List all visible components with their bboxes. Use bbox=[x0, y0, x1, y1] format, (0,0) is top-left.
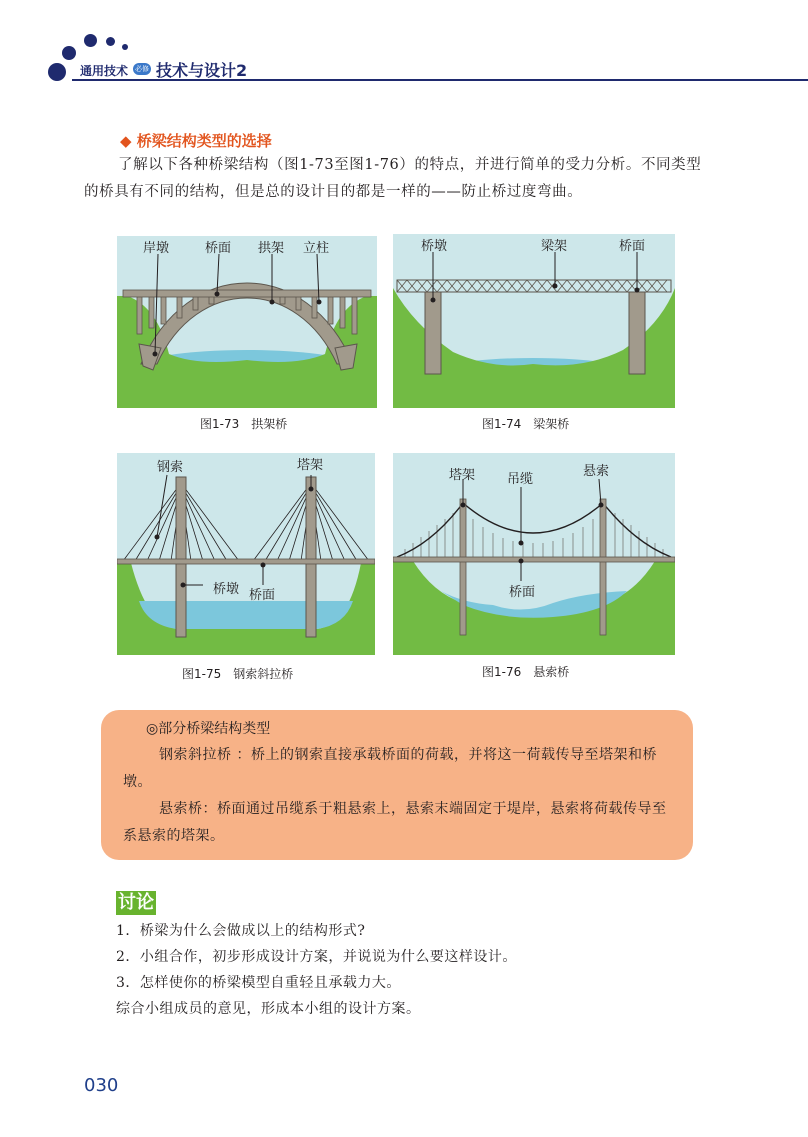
arch-bridge-illustration bbox=[117, 236, 377, 408]
label-cable: 钢索 bbox=[157, 460, 184, 475]
figure-cable-stayed-bridge bbox=[117, 453, 375, 655]
section-title: ◆ 桥梁结构类型的选择 bbox=[120, 132, 272, 150]
intro-paragraph bbox=[84, 152, 714, 206]
header-dot-tiny bbox=[122, 44, 128, 50]
discussion-item: 2．小组合作，初步形成设计方案，并说说为什么要这样设计。 bbox=[116, 949, 517, 965]
info-box-title: ◎部分桥梁结构类型 bbox=[146, 721, 271, 737]
label-deck: 桥面 bbox=[205, 241, 232, 256]
label-abutment: 岸墩 bbox=[143, 241, 170, 256]
label-pier: 桥墩 bbox=[421, 239, 448, 254]
header-dot-medium bbox=[62, 46, 76, 60]
info-suspension bbox=[123, 796, 675, 850]
label-main-cable: 悬索 bbox=[583, 464, 610, 479]
info-cable-stayed bbox=[123, 742, 675, 796]
suspension-bridge-illustration bbox=[393, 453, 675, 655]
caption-fig75: 图1-75 钢索斜拉桥 bbox=[182, 667, 294, 681]
info-box-body bbox=[123, 742, 675, 850]
page-number: 030 bbox=[84, 1075, 119, 1096]
info-suspension-text: 悬索桥：桥面通过吊缆系于粗悬索上，悬索末端固定于堤岸，悬索将荷载传导至系悬索的塔架。 bbox=[123, 801, 667, 844]
label-pier: 桥墩 bbox=[213, 582, 240, 597]
figure-suspension-bridge bbox=[393, 453, 675, 655]
label-deck: 桥面 bbox=[509, 585, 536, 600]
book-title: 技术与设计2 bbox=[156, 61, 248, 80]
discussion-title: 讨论 bbox=[118, 892, 154, 913]
series-name: 通用技术 bbox=[80, 64, 129, 78]
caption-fig74: 图1-74 梁架桥 bbox=[482, 417, 570, 431]
cable-stayed-bridge-illustration bbox=[117, 453, 375, 655]
label-deck: 桥面 bbox=[619, 239, 646, 254]
discussion-conclusion: 综合小组成员的意见，形成本小组的设计方案。 bbox=[116, 1001, 421, 1017]
label-tower: 塔架 bbox=[449, 468, 476, 483]
required-badge: 必修 bbox=[135, 65, 149, 73]
label-column: 立柱 bbox=[303, 241, 330, 256]
label-hanger: 吊缆 bbox=[507, 472, 534, 487]
header-dot-small bbox=[106, 37, 115, 46]
figure-arch-bridge bbox=[117, 236, 377, 408]
discussion-item: 1．桥梁为什么会做成以上的结构形式? bbox=[116, 923, 366, 939]
label-arch: 拱架 bbox=[258, 241, 285, 256]
label-deck: 桥面 bbox=[249, 588, 276, 603]
intro-paragraph-text: 了解以下各种桥梁结构（图1-73至图1-76）的特点，并进行简单的受力分析。不同类型的桥具有不同的结构，但是总的设计目的都是一样的——防止桥过度弯曲。 bbox=[84, 157, 702, 200]
discussion-item: 3．怎样使你的桥梁模型自重轻且承载力大。 bbox=[116, 975, 401, 991]
header-dot-medium bbox=[84, 34, 97, 47]
label-truss: 梁架 bbox=[541, 239, 568, 254]
info-cable-stayed-text: 钢索斜拉桥 ：桥上的钢索直接承载桥面的荷载，并将这一荷载传导至塔架和桥墩。 bbox=[123, 747, 657, 790]
truss-bridge-illustration bbox=[393, 234, 675, 408]
discussion-list bbox=[116, 918, 517, 1022]
caption-fig76: 图1-76 悬索桥 bbox=[482, 665, 570, 679]
caption-fig73: 图1-73 拱架桥 bbox=[200, 417, 288, 431]
header-dot-large bbox=[48, 63, 66, 81]
figure-truss-bridge bbox=[393, 234, 675, 408]
label-tower: 塔架 bbox=[297, 458, 324, 473]
